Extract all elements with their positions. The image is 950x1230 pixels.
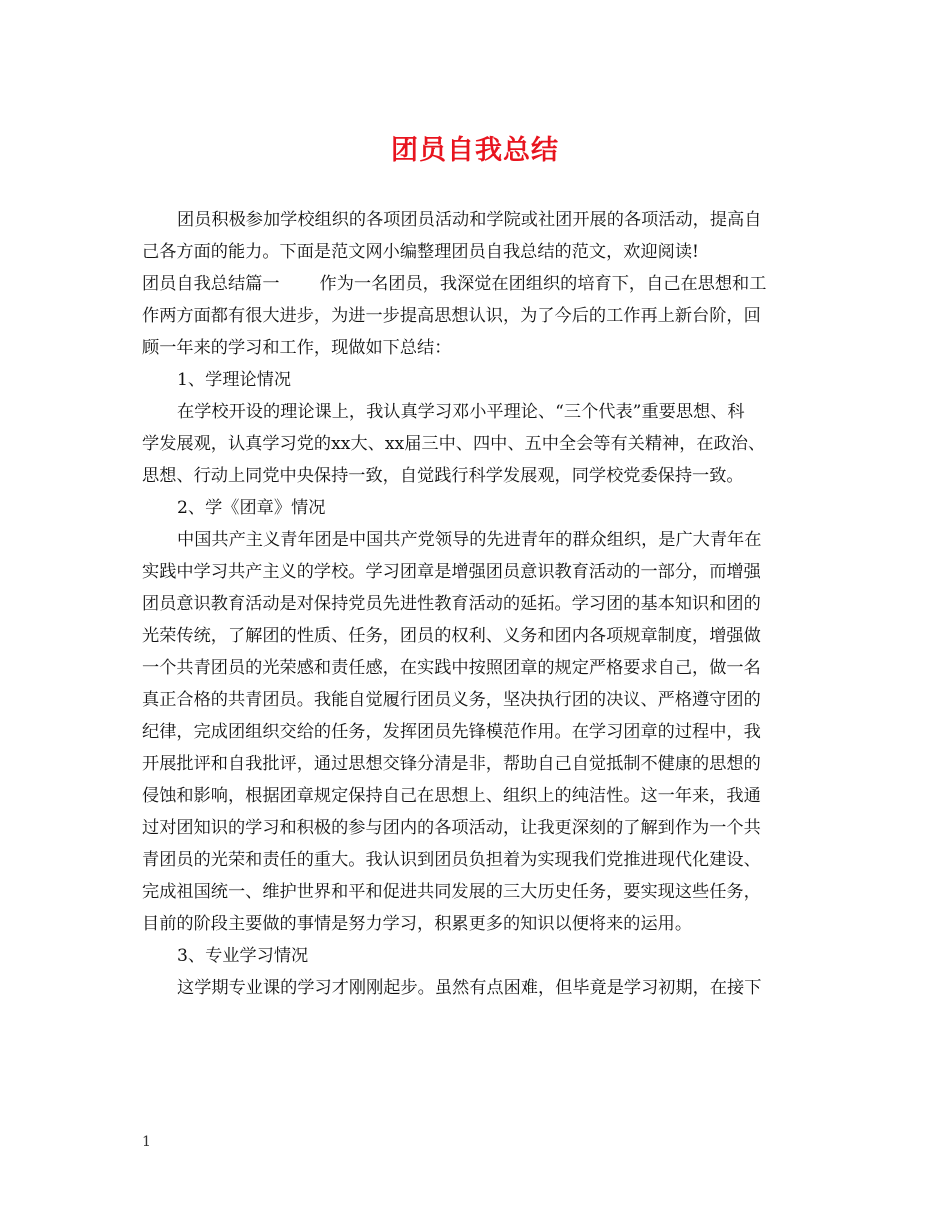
section-heading-line <box>142 268 818 300</box>
paragraph-line: 顾一年来的学习和工作，现做如下总结： <box>142 338 452 358</box>
paragraph-line: 侵蚀和影响，根据团章规定保持自己在思想上、组织上的纯洁性。这一年来，我通 <box>142 786 761 806</box>
paragraph-line: 纪律，完成团组织交给的任务，发挥团员先锋模范作用。在学习团章的过程中，我 <box>142 722 761 742</box>
subsection-heading: 3、专业学习情况 <box>177 946 309 966</box>
paragraph-line: 这学期专业课的学习才刚刚起步。虽然有点困难，但毕竟是学习初期，在接下 <box>177 978 762 998</box>
paragraph-line: 团员意识教育活动是对保持党员先进性教育活动的延拓。学习团的基本知识和团的 <box>142 594 761 614</box>
page-number: 1 <box>142 1134 151 1150</box>
section-heading: 团员自我总结篇一 <box>142 274 280 294</box>
paragraph-text: 作为一名团员，我深觉在团组织的培育下，自己在思想和工 <box>319 274 767 294</box>
document-title: 团员自我总结 <box>391 135 559 166</box>
subsection-heading: 1、学理论情况 <box>177 370 292 390</box>
paragraph-line: 在学校开设的理论课上，我认真学习邓小平理论、“三个代表”重要思想、科 <box>177 402 745 422</box>
paragraph-line: 团员积极参加学校组织的各项团员活动和学院或社团开展的各项活动，提高自 <box>177 210 762 230</box>
paragraph-line: 己各方面的能力。下面是范文网小编整理团员自我总结的范文，欢迎阅读! <box>142 242 699 262</box>
paragraph-line: 开展批评和自我批评，通过思想交锋分清是非，帮助自己自觉抵制不健康的思想的 <box>142 754 761 774</box>
paragraph-line: 完成祖国统一、维护世界和平和促进共同发展的三大历史任务，要实现这些任务， <box>142 882 761 902</box>
paragraph-line: 中国共产主义青年团是中国共产党领导的先进青年的群众组织，是广大青年在 <box>177 530 762 550</box>
subsection-heading: 2、学《团章》情况 <box>177 498 326 518</box>
paragraph-line: 青团员的光荣和责任的重大。我认识到团员负担着为实现我们党推进现代化建设、 <box>142 850 761 870</box>
paragraph-line: 光荣传统，了解团的性质、任务，团员的权利、义务和团内各项规章制度，增强做 <box>142 626 761 646</box>
paragraph-line: 过对团知识的学习和积极的参与团内的各项活动，让我更深刻的了解到作为一个共 <box>142 818 761 838</box>
paragraph-line: 一个共青团员的光荣感和责任感，在实践中按照团章的规定严格要求自己，做一名 <box>142 658 761 678</box>
paragraph-line: 作两方面都有很大进步，为进一步提高思想认识，为了今后的工作再上新台阶，回 <box>142 306 761 326</box>
paragraph-line: 思想、行动上同党中央保持一致，自觉践行科学发展观，同学校党委保持一致。 <box>142 466 744 486</box>
paragraph-line: 目前的阶段主要做的事情是努力学习，积累更多的知识以便将来的运用。 <box>142 914 693 934</box>
document-body <box>142 204 818 1004</box>
paragraph-line: 实践中学习共产主义的学校。学习团章是增强团员意识教育活动的一部分，而增强 <box>142 562 761 582</box>
paragraph-line: 真正合格的共青团员。我能自觉履行团员义务，坚决执行团的决议、严格遵守团的 <box>142 690 761 710</box>
paragraph-line: 学发展观，认真学习党的xx大、xx届三中、四中、五中全会等有关精神，在政治、 <box>142 434 766 454</box>
